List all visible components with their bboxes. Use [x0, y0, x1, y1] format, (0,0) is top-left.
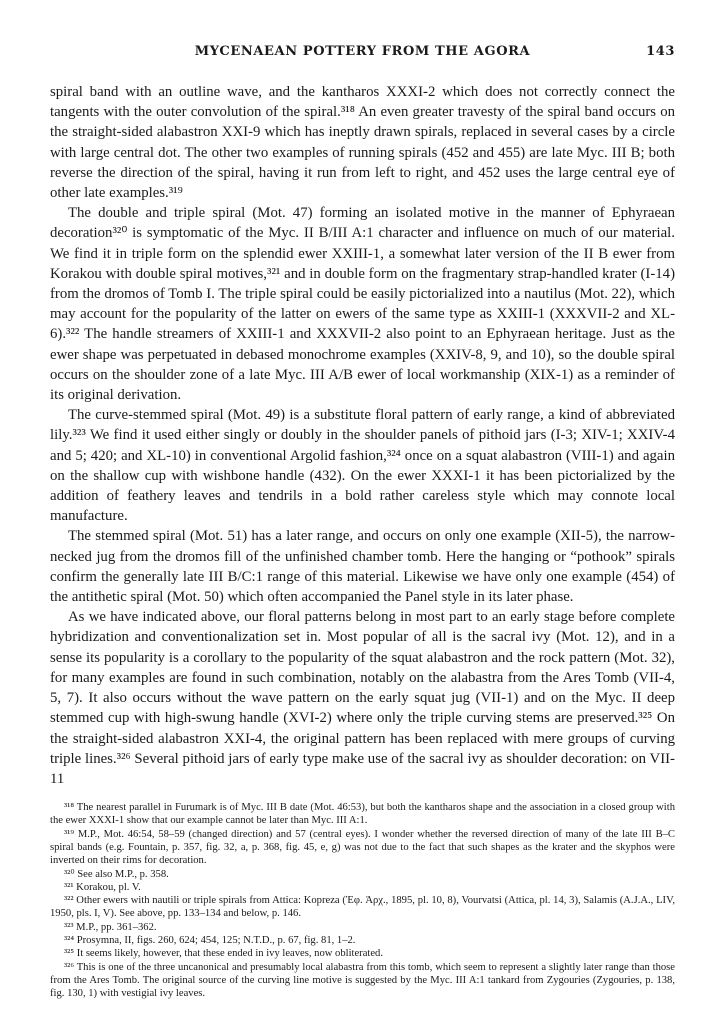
running-head — [50, 44, 675, 66]
page-number: 143 — [646, 44, 675, 59]
paragraph: The double and triple spiral (Mot. 47) forming an isolated motive in the manner of Ephyraean decoration³²⁰ is symptomatic of the Myc. II B/III A:1 character and influence on much of our material. We find it in triple form on the splendid ewer XXIII-1, a somewhat later version of the II B ewer from Korakou with double spiral motives,³²¹ and in double form on the fragmentary strap-handled krater (I-14) from the dromos of Tomb I. The triple spiral could be easily pictorialized into a nautilus (Mot. 22), which may account for the popularity of the latter on ewers of the same type as XXIII-1 (XXXVII-2 and XL-6).³²² The handle streamers of XXIII-1 and XXXVII-2 also point to an Ephyraean heritage. Just as the ewer shape was perpetuated in debased monochrome examples (XXIV-8, 9, and 10), so the double spiral occurs on the shoulder zone of a late Myc. III A/B ewer of local workmanship (XIX-1) as a reminder of its original derivation. — [50, 205, 675, 404]
footnote: ³¹⁹ M.P., Mot. 46:54, 58–59 (changed direction) and 57 (central eyes). I wonder whether the reversed direction of many of the late III B–C spiral bands (e.g. Fountain, p. 357, fig. 32, a, p. 368, fig. 45, e, g) was not due to the fact that such shapes as the krater and the skyphos were inverted on their rims for decoration. — [50, 828, 675, 867]
paragraph: The curve-stemmed spiral (Mot. 49) is a substitute floral pattern of early range, a kind of abbreviated lily.³²³ We find it used either singly or doubly in the shoulder panels of pithoid jars (I-3; XIV-1; XXIV-4 and 5; 420; and XL-10) in conventional Argolid fashion,³²⁴ once on a squat alabastron (VIII-1) and again on the shallow cup with wishbone handle (432). On the ewer XXXI-1 it has been pictorialized by the addition of feathery leaves and tendrils in a bold rather careless style which may connote local manufacture. — [50, 407, 675, 525]
footnote: ³²³ M.P., pp. 361–362. — [64, 921, 157, 933]
paragraph: spiral band with an outline wave, and the kantharos XXXI-2 which does not correctly connect the tangents with the outer convolution of the spiral.³¹⁸ An even greater travesty of the spiral band occurs on the straight-sided alabastron XXI-9 which has ineptly drawn spirals, replaced in several cases by a circle with large central dot. The other two examples of running spirals (452 and 455) are late Myc. III B; both reverse the direction of the spiral, having it run from left to right, and 452 uses the large central eye of other late examples.³¹⁹ — [50, 84, 675, 202]
footnote: ³¹⁸ The nearest parallel in Furumark is of Myc. III B date (Mot. 46:53), but both the kantharos shape and the association in a closed group with the ewer XXXI-1 show that our example cannot be later than Myc. III A:1. — [50, 802, 675, 827]
running-title: MYCENAEAN POTTERY FROM THE AGORA — [194, 44, 531, 59]
paragraph: The stemmed spiral (Mot. 51) has a later range, and occurs on only one example (XII-5), the narrow-necked jug from the dromos fill of the unfinished chamber tomb. Here the hanging or “pothook” spirals confirm the generally late III B/C:1 range of this material. Likewise we have only one example (454) of the antithetic spiral (Mot. 50) which often accompanied the Panel style in its later phase. — [50, 528, 675, 606]
page — [50, 44, 675, 1001]
footnote: ³²⁶ This is one of the three uncanonical and presumably local alabastra from this tomb, which seem to represent a slightly later range than those from the Ares Tomb. The original source of the curving line motive is suggested by the Myc. III A:1 tankard from Zygouries (Zygouries, p. 138, fig. 130, 1) with vestigial ivy leaves. — [50, 961, 675, 1000]
footnote: ³²² Other ewers with nautili or triple spirals from Attica: Kopreza (Ἐφ. Ἀρχ., 1895, pl. 10, 8), Vourvatsi (Attica, pl. 14, 3), Salamis (A.J.A., LIV, 1950, pls. I, V). See above, pp. 133–134 and below, p. 146. — [50, 895, 675, 920]
body-text — [50, 82, 675, 789]
footnote: ³²⁰ See also M.P., p. 358. — [64, 868, 169, 880]
footnotes — [50, 801, 675, 1000]
paragraph: As we have indicated above, our floral patterns belong in most part to an early stage before complete hybridization and conventionalization set in. Most popular of all is the sacral ivy (Mot. 12), and in a sense its popularity is a corollary to the popularity of the squat alabastron and the rock pattern (Mot. 32), for many examples are found in such combination, notably on the alabastra from the Ares Tomb (VII-4, 5, 7). It also occurs without the wave pattern on the early squat jug (VII-1) and on the Myc. II deep stemmed cup with high-swung handle (XVI-2) where only the triple curving stems are preserved.³²⁵ On the straight-sided alabastron XXI-4, the original pattern has been replaced with mere groups of curving triple lines.³²⁶ Several pithoid jars of early type make use of the sacral ivy as shoulder decoration: on VII-11 — [50, 609, 675, 787]
footnote: ³²¹ Korakou, pl. V. — [64, 881, 141, 893]
footnote: ³²⁴ Prosymna, II, figs. 260, 624; 454, 125; N.T.D., p. 67, fig. 81, 1–2. — [64, 935, 356, 947]
footnote: ³²⁵ It seems likely, however, that these ended in ivy leaves, now obliterated. — [64, 948, 384, 960]
